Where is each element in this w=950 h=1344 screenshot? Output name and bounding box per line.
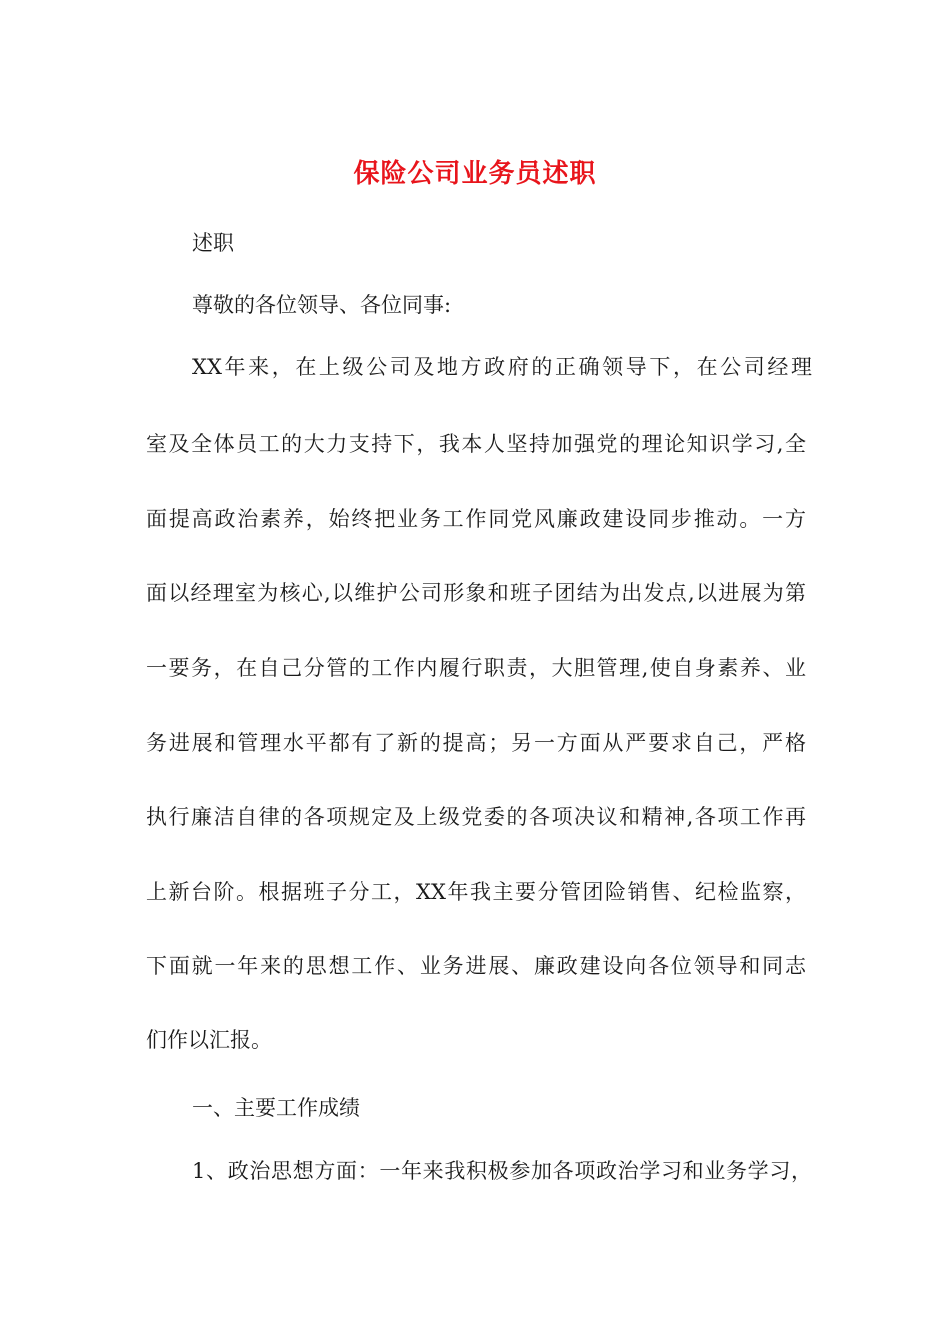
- paragraph-line: XX年来，在上级公司及地方政府的正确领导下，在公司经理: [192, 355, 812, 379]
- paragraph-line: 面提高政治素养，始终把业务工作同党风廉政建设同步推动。一方: [146, 507, 806, 531]
- paragraph-line: 执行廉洁自律的各项规定及上级党委的各项决议和精神,各项工作再: [146, 805, 806, 829]
- section-heading: 一、主要工作成绩: [192, 1096, 360, 1120]
- paragraph-line: 室及全体员工的大力支持下，我本人坚持加强党的理论知识学习,全: [146, 432, 806, 456]
- salutation: 尊敬的各位领导、各位同事:: [192, 293, 452, 317]
- paragraph-line: 下面就一年来的思想工作、业务进展、廉政建设向各位领导和同志: [146, 954, 806, 978]
- heading-shuzhi: 述职: [192, 231, 234, 255]
- document-title: 保险公司业务员述职: [353, 159, 597, 189]
- paragraph-line: 1、政治思想方面：一年来我积极参加各项政治学习和业务学习，: [192, 1159, 812, 1183]
- paragraph-line: 上新台阶。根据班子分工，XX年我主要分管团险销售、纪检监察，: [146, 880, 806, 904]
- paragraph-line-last: 们作以汇报。: [146, 1028, 272, 1052]
- paragraph-line: 务进展和管理水平都有了新的提高；另一方面从严要求自己，严格: [146, 731, 806, 755]
- paragraph-line: 面以经理室为核心,以维护公司形象和班子团结为出发点,以进展为第: [146, 581, 806, 605]
- paragraph-line: 一要务，在自己分管的工作内履行职责，大胆管理,使自身素养、业: [146, 656, 806, 680]
